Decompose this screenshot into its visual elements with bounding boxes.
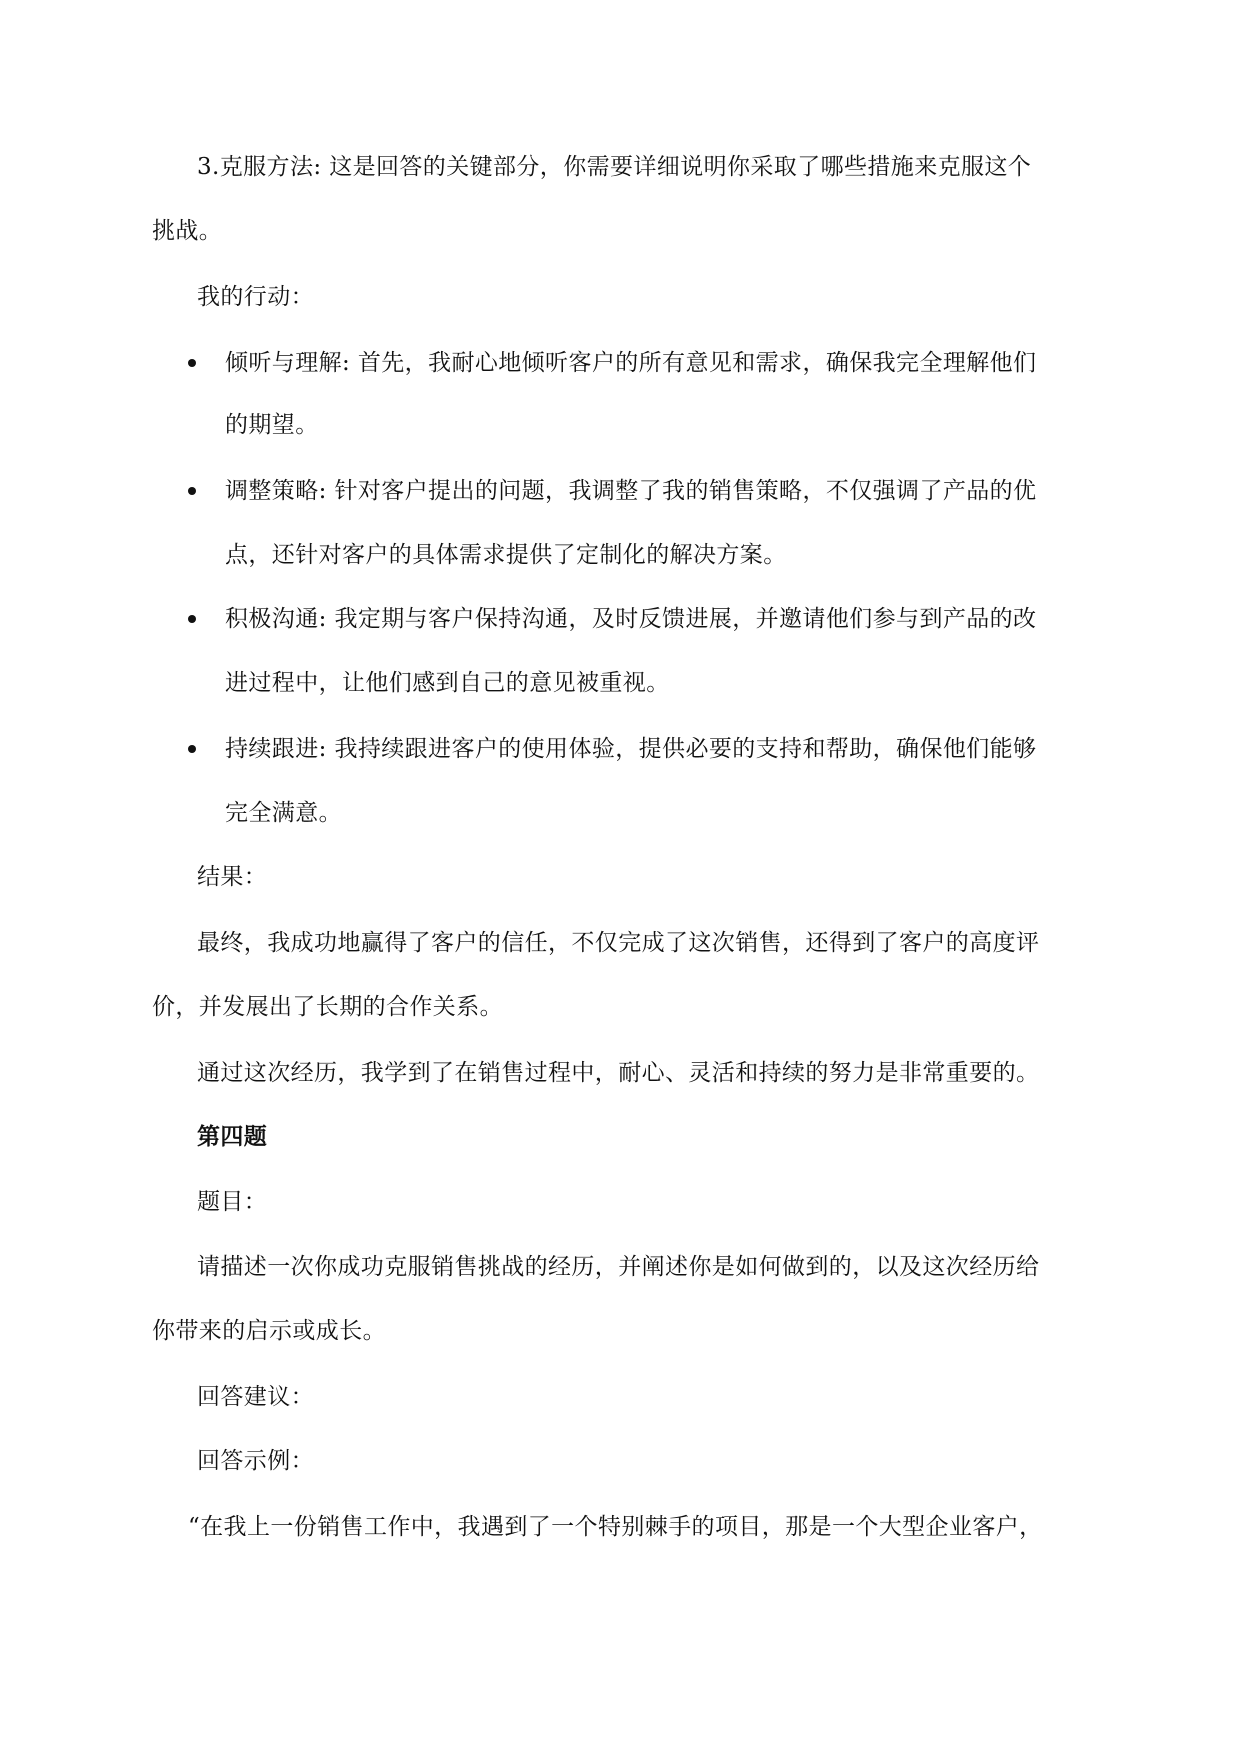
bullet-icon [188, 359, 196, 367]
paragraph-method-line-1: 3.克服方法: 这是回答的关键部分，你需要详细说明你采取了哪些措施来克服这个 [197, 154, 1032, 180]
bullet-followup-line-1: 持续跟进: 我持续跟进客户的使用体验，提供必要的支持和帮助，确保他们能够 [225, 736, 1037, 762]
example-paragraph-line-1: “在我上一份销售工作中，我遇到了一个特别棘手的项目，那是一个大型企业客户， [188, 1514, 1043, 1540]
bullet-strategy-line-1: 调整策略: 针对客户提出的问题，我调整了我的销售策略，不仅强调了产品的优 [225, 478, 1037, 504]
paragraph-method-line-2: 挑战。 [152, 218, 223, 244]
result-paragraph-line-1: 最终，我成功地赢得了客户的信任，不仅完成了这次销售，还得到了客户的高度评 [197, 930, 1040, 956]
bullet-strategy-line-2: 点，还针对客户的具体需求提供了定制化的解决方案。 [225, 542, 787, 568]
bullet-listen-line-1: 倾听与理解: 首先，我耐心地倾听客户的所有意见和需求，确保我完全理解他们 [225, 350, 1037, 376]
result-paragraph-line-2: 价，并发展出了长期的合作关系。 [152, 994, 503, 1020]
bullet-communicate-line-2: 进过程中，让他们感到自己的意见被重视。 [225, 670, 670, 696]
suggestion-label: 回答建议： [197, 1384, 314, 1410]
topic-label: 题目： [197, 1189, 268, 1215]
my-actions-label: 我的行动： [197, 284, 314, 310]
topic-paragraph-line-2: 你带来的启示或成长。 [152, 1318, 386, 1344]
bullet-listen-line-2: 的期望。 [225, 412, 319, 438]
result-label: 结果： [197, 864, 268, 890]
bullet-icon [188, 615, 196, 623]
example-label: 回答示例： [197, 1448, 314, 1474]
bullet-icon [188, 745, 196, 753]
lesson-paragraph: 通过这次经历，我学到了在销售过程中，耐心、灵活和持续的努力是非常重要的。 [197, 1060, 1040, 1086]
topic-paragraph-line-1: 请描述一次你成功克服销售挑战的经历，并阐述你是如何做到的，以及这次经历给 [197, 1254, 1040, 1280]
bullet-communicate-line-1: 积极沟通: 我定期与客户保持沟通，及时反馈进展，并邀请他们参与到产品的改 [225, 606, 1037, 632]
section-heading-q4: 第四题 [197, 1123, 268, 1150]
bullet-followup-line-2: 完全满意。 [225, 800, 342, 826]
bullet-icon [188, 487, 196, 495]
